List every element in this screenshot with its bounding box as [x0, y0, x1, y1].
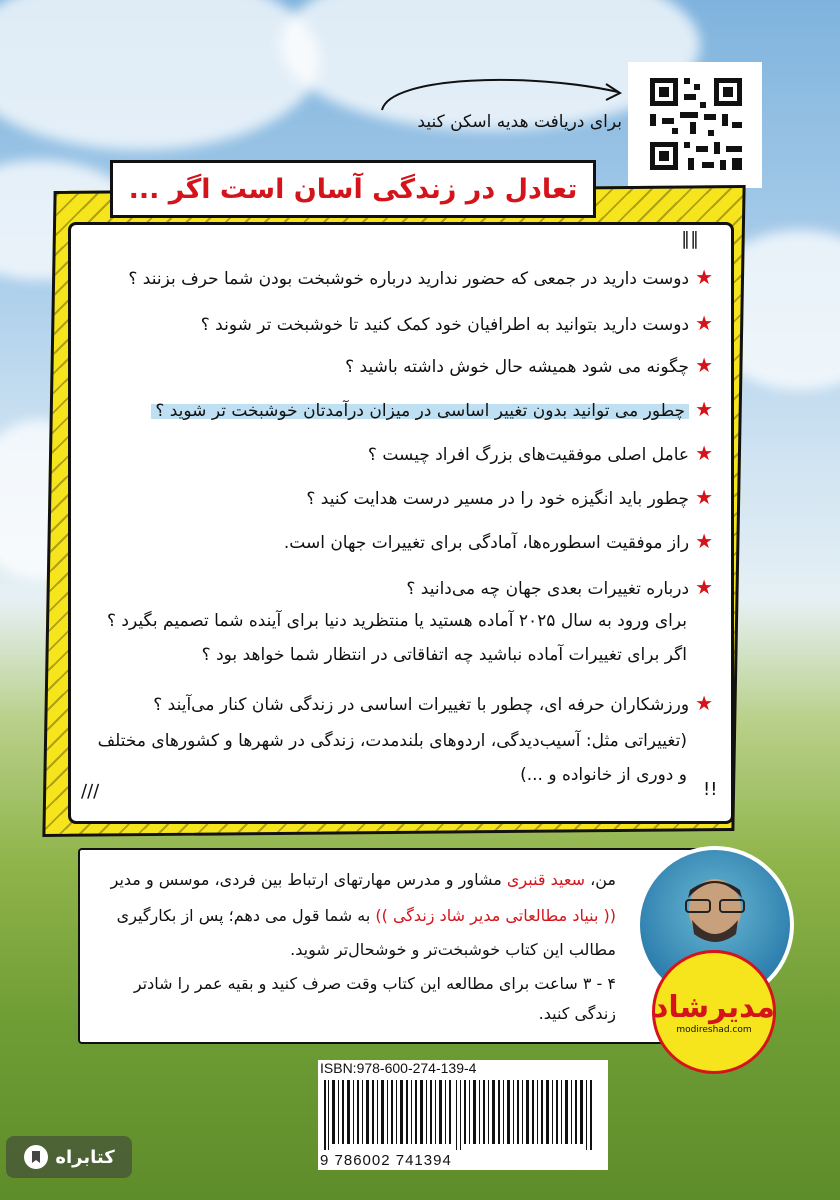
isbn-label: ISBN:978-600-274-139-4: [320, 1060, 477, 1076]
ketabrah-watermark: کتابراه: [6, 1136, 132, 1178]
star-icon: ★: [695, 575, 713, 599]
isbn-barcode: [318, 1060, 608, 1170]
sub-line: برای ورود به سال ۲۰۲۵ آماده هستید یا منتظرید دنیا برای آینده شما تصمیم بگیرد ؟: [107, 611, 687, 631]
bio-line: مطالب این کتاب خوشبخت‌تر و خوشحال‌تر شوید.: [290, 940, 616, 959]
arrow-icon: [370, 66, 630, 116]
barcode-icon: [322, 1080, 604, 1150]
star-icon: ★: [695, 397, 713, 421]
bio-line: زندگی کنید.: [538, 1004, 616, 1023]
question-item: ★عامل اصلی موفقیت‌های بزرگ افراد چیست ؟: [367, 441, 713, 465]
isbn-digits: 9 786002 741394: [320, 1152, 452, 1169]
deco-exclaim: !!: [703, 779, 718, 800]
publisher-logo: مدیرشاد modireshad.com: [652, 950, 776, 1074]
question-item: ★دوست دارید بتوانید به اطرافیان خود کمک کنید تا خوشبخت تر شوند ؟: [200, 311, 713, 335]
bio-line: من، سعید قنبری مشاور و مدرس مهارتهای ارتباط بین فردی، موسس و مدیر: [110, 870, 616, 889]
star-icon: ★: [695, 485, 713, 509]
question-item: [151, 397, 713, 421]
headline: تعادل در زندگی آسان است اگر ...: [128, 173, 578, 205]
star-icon: ★: [695, 265, 713, 289]
deco-marks: ∥∥: [681, 229, 699, 250]
star-icon: ★: [695, 529, 713, 553]
author-bio-box: [78, 848, 702, 1044]
ketabrah-logo-icon: [23, 1144, 49, 1170]
qr-code-icon: [628, 62, 762, 188]
star-icon: ★: [695, 441, 713, 465]
question-item: ★راز موفقیت اسطوره‌ها، آمادگی برای تغییرات جهان است.: [283, 529, 713, 553]
highlighted-question: چطور می توانید بدون تغییر اساسی در میزان درآمدتان خوشبخت تر شوید ؟: [151, 401, 689, 421]
sub-line: (تغییراتی مثل: آسیب‌دیدگی، اردوهای بلندمدت، زندگی در شهرها و کشورهای مختلف: [97, 731, 687, 751]
star-icon: ★: [695, 311, 713, 335]
question-item: ★دوست دارید در جمعی که حضور ندارید درباره خوشبخت بودن شما حرف بزنند ؟: [128, 265, 713, 289]
bio-line: ۴ - ۳ ساعت برای مطالعه این کتاب وقت صرف کنید و بقیه عمر را شادتر: [133, 974, 616, 993]
star-icon: ★: [695, 353, 713, 377]
author-name: سعید قنبری: [506, 870, 585, 889]
question-item: ★ورزشکاران حرفه ای، چطور با تغییرات اساسی در زندگی شان کنار می‌آیند ؟: [153, 691, 713, 715]
questions-panel: [68, 222, 734, 824]
qr-code[interactable]: [628, 62, 762, 188]
sub-line: و دوری از خانواده و ...): [520, 765, 687, 785]
question-item: ★درباره تغییرات بعدی جهان چه می‌دانید ؟: [406, 575, 713, 599]
organization-name: (( بنیاد مطالعاتی مدیر شاد زندگی )): [375, 906, 616, 925]
headline-box: [110, 160, 596, 218]
star-icon: ★: [695, 691, 713, 715]
qr-caption: برای دریافت هدیه اسکن کنید: [417, 112, 622, 132]
question-item: ★چطور باید انگیزه خود را در مسیر درست هدایت کنید ؟: [306, 485, 713, 509]
deco-marks: ∕∕∕: [81, 781, 100, 802]
bio-line: (( بنیاد مطالعاتی مدیر شاد زندگی )) به شما قول می دهم؛ پس از بکارگیری: [116, 906, 616, 925]
sub-line: اگر برای تغییرات آماده نباشید چه اتفاقاتی در انتظار شما خواهد بود ؟: [201, 645, 687, 665]
question-item: ★چگونه می شود همیشه حال خوش داشته باشید ؟: [345, 353, 713, 377]
